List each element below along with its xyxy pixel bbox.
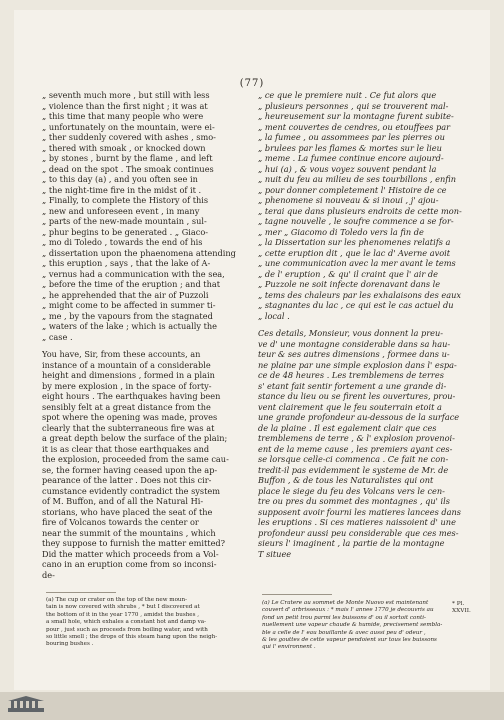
text-line: tredit-il pas evidemment le systeme de Mr. de [258, 464, 449, 475]
footnote-line: (a) Le Cratere au sommet de Monte Nuovo est maintenant [262, 600, 429, 606]
text-line: „ stagnantes du lac , ce qui est le cas actuel du [258, 300, 454, 310]
text-line: supposent avoir fourni les matieres lancees dans [258, 506, 461, 517]
plate-reference [452, 601, 492, 616]
footnote-line: & les gouttes de cette vapeur pendoient sur tous les buissons [262, 637, 437, 644]
text-line: it is as clear that those earthquakes and [42, 443, 210, 454]
text-line: tremblemens de terre , & l' explosion provenoi- [258, 433, 455, 443]
text-line: „ une communication avec la mer avant le tems [258, 258, 456, 268]
text-line: sieurs l' imaginent , la partie de la montagne [258, 538, 445, 548]
footnote-line: a small hole, which exhales a constant hot and damp va- [46, 619, 207, 626]
text-line: „ de l' eruption , & qu' il craint que l' air de [258, 268, 438, 279]
footnote-line: ble a celle de l' eau bouillante & avec aussi peu d' odeur , [262, 629, 426, 636]
text-line: Ces details, Monsieur, vous donnent la preu- [258, 328, 444, 338]
text-line: „ the night-time fire in the midst of it . [42, 184, 202, 195]
text-line: „ to this day (a) , and you often see in [42, 174, 198, 184]
text-line: ent de la meme cause , les premiers ayant ces- [258, 443, 453, 454]
plate-reference-line: XXVII. [452, 608, 471, 615]
text-line: of M. Buffon, and of all the Natural Hi- [42, 496, 204, 506]
text-line: Did the matter which proceeds from a Vol- [42, 548, 219, 559]
text-line: „ violence than the first night ; it was at [42, 100, 208, 111]
text-line: „ thered with smoak , or knocked down [42, 142, 206, 153]
text-line: „ local . [258, 310, 290, 321]
text-line: de la plaine . Il est egalement clair que ces [258, 422, 437, 433]
text-line: „ phur begins to be generated . „ Giaco- [42, 226, 209, 237]
viewer-footer-bar [0, 692, 504, 720]
text-line: de- [42, 569, 55, 580]
footnote-line: fond un petit trou parmi les buissons d' ou il sortoit conti- [262, 614, 426, 621]
text-line: „ Puzzole ne soit infecte dorenavant dans le [258, 279, 441, 289]
text-line: ce de 48 heures . Les tremblemens de terres [258, 370, 444, 380]
text-line: „ Finally, to complete the History of this [42, 195, 209, 205]
footnote-line: bouring bushes . [46, 641, 94, 648]
footnote-line: couvert d' arbrisseaux : * mais l' annee 1770 je decouvris au [262, 607, 434, 614]
text-line [42, 342, 244, 349]
text-line: „ this time that many people who were [42, 111, 204, 121]
text-line: „ case . [42, 331, 73, 342]
text-line: „ mer „ Giacomo di Toledo vers la fin de [258, 226, 424, 237]
library-logo-icon [6, 696, 46, 714]
text-line: „ heureusement sur la montagne furent subite- [258, 111, 454, 121]
text-line: „ la fumee , ou assommees par les pierres ou [258, 132, 445, 142]
text-line: cano in an eruption come from so inconsi- [42, 559, 217, 569]
text-line: „ brulees par les flames & mortes sur le lieu [258, 142, 442, 153]
text-line: „ vernus had a communication with the sea, [42, 268, 225, 279]
footnote-line: qui l' environnent . [262, 644, 316, 651]
text-line: s' etant fait sentir fortement a une grande di- [258, 380, 447, 391]
text-line: cumstance evidently contradict the system [42, 485, 221, 496]
text-line: „ might come to be affected in summer ti- [42, 300, 216, 310]
text-line: eight hours . The earthquakes having been [42, 391, 221, 401]
footnote-line: so little smell ; the drops of this steam hang upon the neigh- [46, 634, 218, 641]
text-line: „ tems des chaleurs par les exhalaisons des eaux [258, 289, 461, 300]
text-line: clearly that the subterraneous fire was at [42, 422, 215, 433]
footnote-line: tain is now covered with shrubs , * but I discovered at [46, 604, 200, 611]
footnote-line: the bottom of it in the year 1770 , amidst the bushes , [46, 611, 200, 618]
french-column [258, 90, 464, 559]
footnote-rule-right [262, 594, 332, 595]
footnote-line: pour , just such as proceeds from boiling water, and with [46, 626, 208, 633]
text-line: „ tagne nouvelle , le soufre commence a se for- [258, 216, 454, 226]
text-line: „ hui (a) , & vous voyez souvent pendant la [258, 163, 437, 174]
text-line: „ parts of the new-made mountain , sul- [42, 216, 207, 226]
text-line: „ waters of the lake ; which is actually the [42, 321, 217, 331]
text-line: „ pour donner completement l' Histoire de ce [258, 184, 447, 195]
text-line: „ mo di Toledo , towards the end of his [42, 237, 203, 247]
text-line: une grande profondeur au-dessous de la surface [258, 412, 460, 422]
plate-reference-line: * Pl. [452, 601, 465, 607]
text-line: near the summit of the mountains , which [42, 527, 216, 538]
footnote-english [46, 597, 246, 649]
text-line: tre ou pres du sommet des montagnes , qu' ils [258, 496, 450, 506]
text-line: You have, Sir, from these accounts, an [42, 349, 201, 359]
text-line: the explosion, proceeded from the same cau- [42, 454, 229, 464]
text-line: „ seventh much more , but still with less [42, 90, 210, 100]
text-line: les eruptions . Si ces matieres naissoient d' une [258, 517, 456, 527]
text-line: se, the former having ceased upon the ap- [42, 464, 218, 475]
text-line: place le siege du feu des Volcans vers le cen- [258, 485, 445, 496]
text-line: „ dead on the spot . The smoak continues [42, 163, 214, 174]
text-line: teur & ses autres dimensions , formee dans u- [258, 349, 450, 359]
text-line: height and dimensions , formed in a plain [42, 370, 215, 380]
text-line: „ this eruption , says , that the lake of A- [42, 258, 211, 268]
footnote-line: (a) The cup or crater on the top of the new moun- [46, 597, 188, 603]
text-line: „ unfortunately on the mountain, were ei- [42, 121, 215, 132]
text-line: stance du lieu ou se firent les ouvertures, prou- [258, 391, 456, 401]
text-line: spot where the opening was made, proves [42, 412, 218, 422]
text-line: „ before the time of the eruption ; and that [42, 279, 221, 289]
english-column [42, 90, 244, 580]
text-line: storians, who have placed the seat of the [42, 506, 213, 517]
text-line: „ ce que le premiere nuit . Ce fut alors que [258, 90, 437, 100]
text-line: fire of Volcanos towards the center or [42, 517, 199, 527]
text-line: „ la Dissertation sur les phenomenes relatifs a [258, 237, 451, 247]
text-line: „ new and unforeseen event , in many [42, 205, 200, 216]
text-line: pearance of the latter . Does not this cir- [42, 475, 212, 485]
footnote-french [262, 600, 447, 652]
text-line: they suppose to furnish the matter emitted? [42, 538, 226, 548]
text-line: se lorsque celle-ci commenca . Ce fait ne con- [258, 454, 449, 464]
text-line: „ plusieurs personnes , qui se trouverent mal- [258, 100, 449, 111]
text-line: „ dissertation upon the phaenomena attending [42, 247, 236, 258]
text-line: profondeur aussi peu considerable que ces mes- [258, 527, 459, 538]
text-line: a great depth below the surface of the plain; [42, 433, 228, 443]
text-line: ve d' une montagne considerable dans sa hau- [258, 338, 451, 349]
text-line: „ nuit du feu au milieu de ses tourbillons , enfin [258, 174, 456, 184]
text-line: „ ment couvertes de cendres, ou etouffees par [258, 121, 451, 132]
footnote-rule-left [46, 592, 116, 593]
text-line: „ meme . La fumee continue encore aujourd- [258, 153, 444, 163]
text-line: „ by stones , burnt by the flame , and left [42, 153, 213, 163]
text-line: by mere explosion , in the space of forty- [42, 380, 212, 391]
text-line: T situee [258, 548, 292, 559]
text-line: Buffon , & de tous les Naturalistes qui ont [258, 475, 434, 485]
text-line: sensibly felt at a great distance from the [42, 401, 211, 412]
page-number: (77) [239, 78, 265, 89]
footnote-line: nuellement une vapeur chaude & humide, precisement sembla- [262, 622, 443, 629]
text-line: „ me , by the vapours from the stagnated [42, 310, 213, 321]
text-line [258, 321, 464, 328]
text-line: „ he apprehended that the air of Puzzoli [42, 289, 209, 300]
text-line: „ terai que dans plusieurs endroits de cette mon- [258, 205, 462, 216]
text-line: vent clairement que le feu souterrain etoit a [258, 401, 442, 412]
text-line: „ ther suddenly covered with ashes , smo- [42, 132, 216, 142]
text-line: „ phenomene si nouveau & si inoui , j' ajou- [258, 195, 439, 205]
text-line: ne plaine par une simple explosion dans l' espa- [258, 359, 457, 370]
text-line: „ cette eruption dit , que le lac d' Averne avoit [258, 247, 451, 258]
text-line: instance of a mountain of a considerable [42, 359, 211, 370]
